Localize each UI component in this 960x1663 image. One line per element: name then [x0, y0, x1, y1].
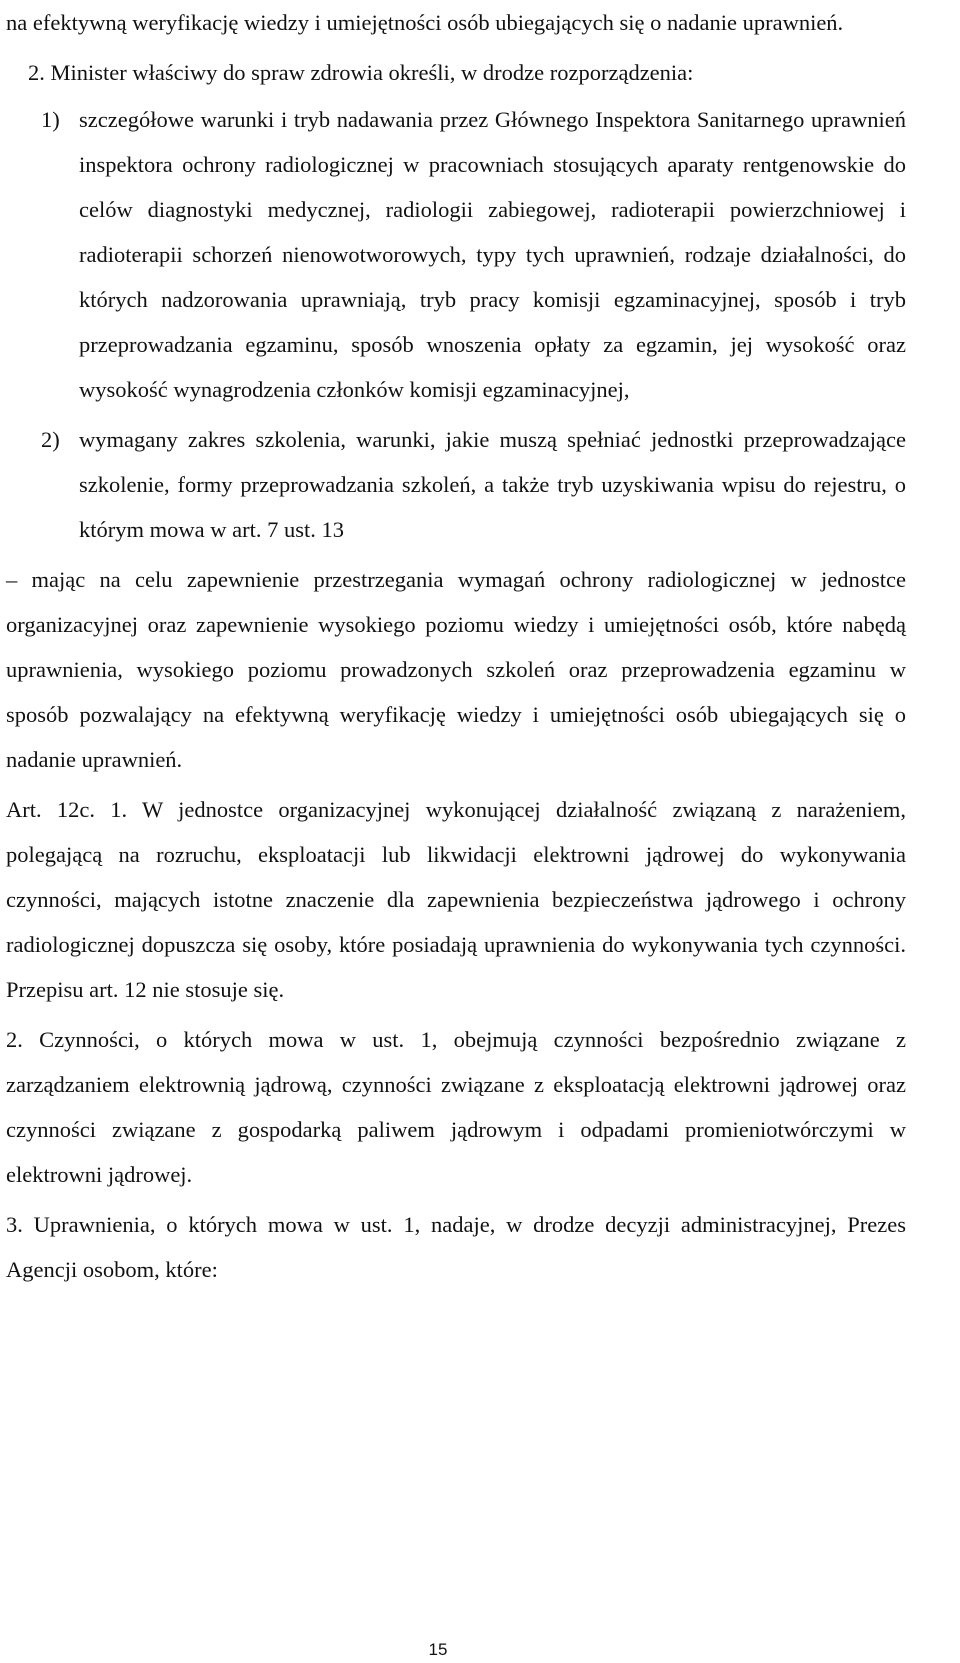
- paragraph-art-12c-1: Art. 12c. 1. W jednostce organizacyjnej wykonującej działalność związaną z narażeniem, polegającą na rozruchu, eksploatacji lub likwidacji elektrowni jądrowej do wykonywania czynności, mających istotne znaczenie dla zapewnienia bezpieczeństwa jądrowego i ochrony radiologicznej dopuszcza się osoby, które posiadają uprawnienia do wykonywania tych czynności. Przepisu art. 12 nie stosuje się.: [6, 797, 906, 1002]
- list-item-text: szczegółowe warunki i tryb nadawania przez Głównego Inspektora Sanitarnego uprawnień inspektora ochrony radiologicznej w pracowniach stosujących aparaty rentgenowskie do celów diagnostyki medycznej, radiologii zabiegowej, radioterapii powierzchniowej i radioterapii schorzeń nienowotworowych, typy tych uprawnień, rodzaje działalności, do których nadzorowania uprawniają, tryb pracy komisji egzaminacyjnej, sposób i tryb przeprowadzania egzaminu, sposób wnoszenia opłaty za egzamin, jej wysokość oraz wysokość wynagrodzenia członków komisji egzaminacyjnej,: [79, 107, 906, 402]
- list-item-text: wymagany zakres szkolenia, warunki, jakie muszą spełniać jednostki przeprowadzające szkolenie, formy przeprowadzania szkoleń, a także tryb uzyskiwania wpisu do rejestru, o którym mowa w art. 7 ust. 13: [79, 427, 906, 542]
- paragraph-intro-tail: na efektywną weryfikację wiedzy i umiejętności osób ubiegających się o nadanie uprawnień.: [6, 10, 844, 35]
- document-page: [6, 0, 906, 1292]
- paragraph-art-12c-2: 2. Czynności, o których mowa w ust. 1, obejmują czynności bezpośrednio związane z zarządzaniem elektrownią jądrową, czynności związane z eksploatacją elektrowni jądrowej oraz czynności związane z gospodarką paliwem jądrowym i odpadami promieniotwórczymi w elektrowni jądrowej.: [6, 1027, 906, 1187]
- paragraph-dash: – mając na celu zapewnienie przestrzegania wymagań ochrony radiologicznej w jednostce organizacyjnej oraz zapewnienie wysokiego poziomu wiedzy i umiejętności osób, które nabędą uprawnienia, wysokiego poziomu prowadzonych szkoleń oraz przeprowadzenia egzaminu w sposób pozwalający na efektywną weryfikację wiedzy i umiejętności osób ubiegających się o nadanie uprawnień.: [6, 567, 906, 772]
- page-number: 15: [428, 1640, 448, 1659]
- list-item-number: 1): [41, 107, 60, 132]
- paragraph-2: 2. Minister właściwy do spraw zdrowia określi, w drodze rozporządzenia:: [28, 60, 694, 85]
- list-item-1: [6, 97, 906, 412]
- list-item-number: 2): [41, 427, 60, 452]
- paragraph-art-12c-3: 3. Uprawnienia, o których mowa w ust. 1, nadaje, w drodze decyzji administracyjnej, Prezes Agencji osobom, które:: [6, 1212, 906, 1282]
- list-item-2: [6, 417, 906, 552]
